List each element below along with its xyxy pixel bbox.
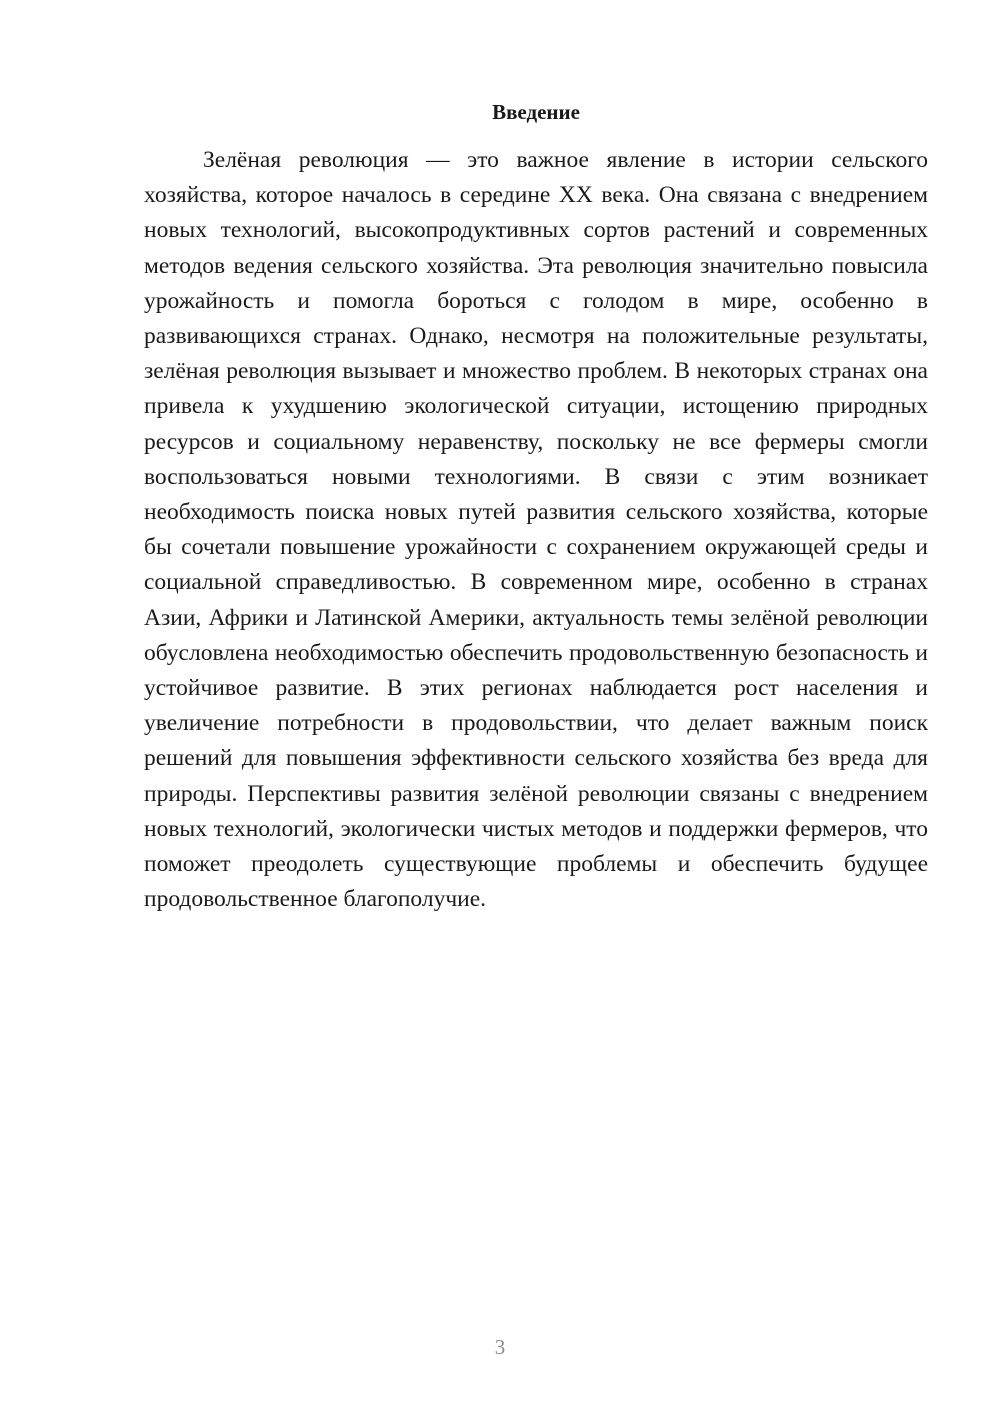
introduction-paragraph: Зелёная революция — это важное явление в истории сельского хозяйства, которое началось в середине XX века. Она связана с внедрением новых технологий, высокопродуктивных сортов растений и современных методов ведения сельского хозяйства. Эта революция значительно повысила урожайность и помогла бороться с голодом в мире, особенно в развивающихся странах. Однако, несмотря на положительные результаты, зелёная революция вызывает и множество проблем. В некоторых странах она привела к ухудшению экологической ситуации, истощению природных ресурсов и социальному неравенству, поскольку не все фермеры смогли воспользоваться новыми технологиями. В связи с этим возникает необходимость поиска новых путей развития сельского хозяйства, которые бы сочетали повышение урожайности с сохранением окружающей среды и социальной справедливостью. В современном мире, особенно в странах Азии, Африки и Латинской Америки, актуальность темы зелёной революции обусловлена необходимостью обеспечить продовольственную безопасность и устойчивое развитие. В этих регионах наблюдается рост населения и увеличение потребности в продовольствии, что делает важным поиск решений для повышения эффективности сельского хозяйства без вреда для природы. Перспективы развития зелёной революции связаны с внедрением новых технологий, экологически чистых методов и поддержки фермеров, что поможет преодолеть существующие проблемы и обеспечить будущее продовольственное благополучие. [144,147,928,913]
section-heading: Введение [492,100,580,124]
page-number: 3 [494,1335,506,1359]
